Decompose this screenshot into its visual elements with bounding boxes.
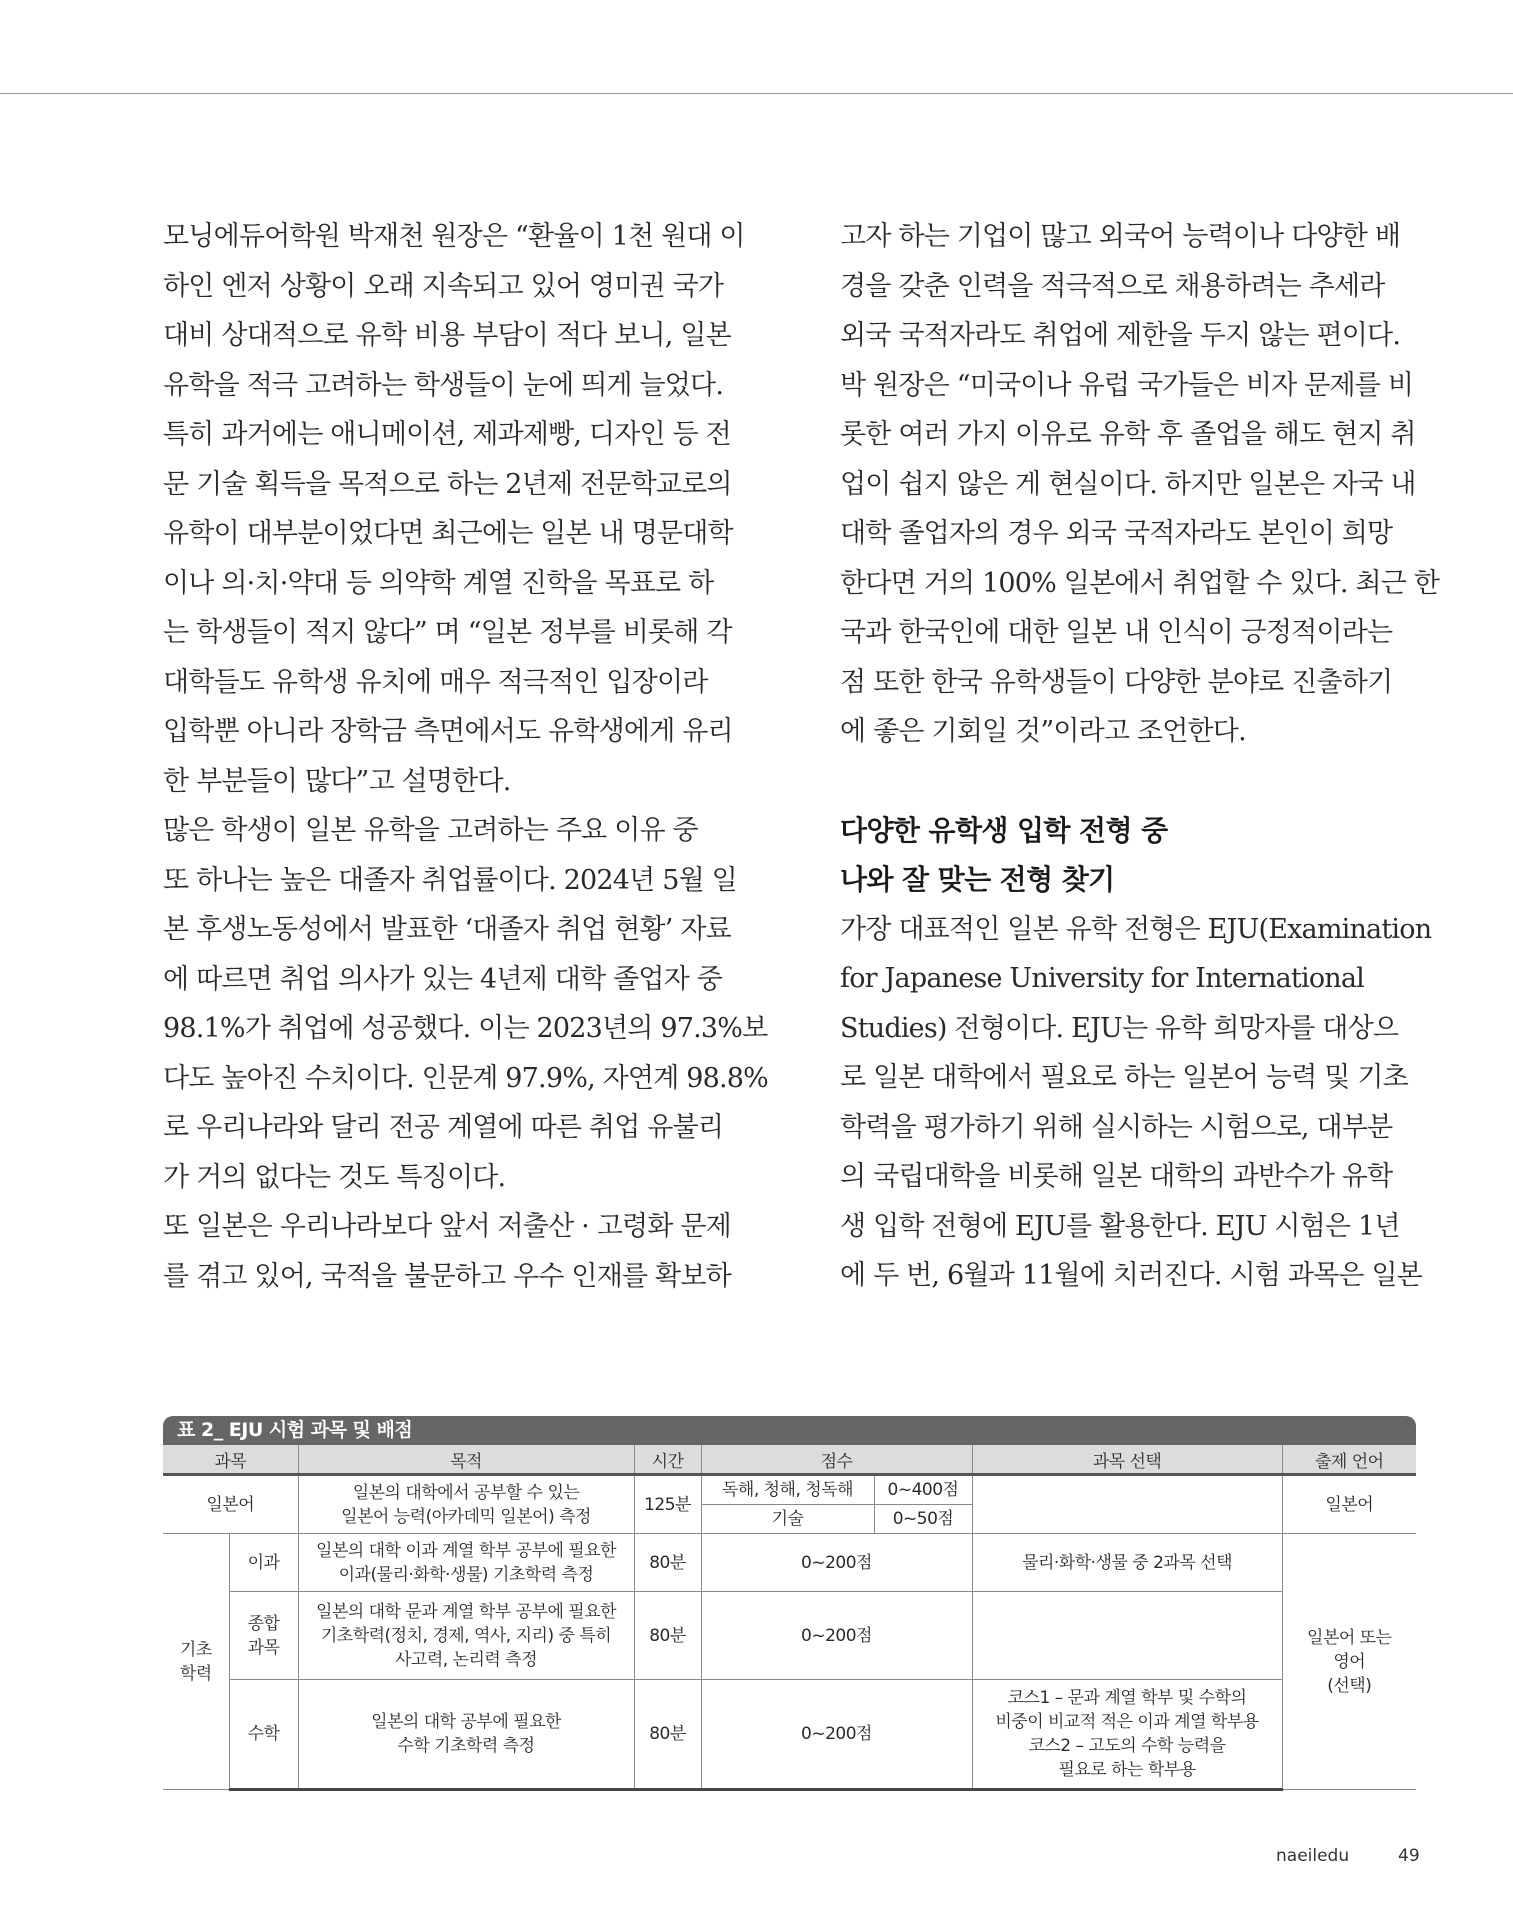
right-paragraph-2 xyxy=(840,905,1432,1301)
text-line: 국과 한국인에 대한 일본 내 인식이 긍정적이라는 xyxy=(840,617,1393,648)
text-line: Studies) 전형이다. EJU는 유학 희망자를 대상으 xyxy=(840,1012,1399,1044)
science-purpose-cell: 일본의 대학 이과 계열 학부 공부에 필요한 이과(물리·화학·생물) 기초학력 측정 xyxy=(298,1534,634,1592)
japanese-subject-cell: 일본어 xyxy=(163,1475,298,1534)
top-rule xyxy=(0,93,1513,94)
header-purpose: 목적 xyxy=(298,1445,634,1475)
basic-language-cell: 일본어 또는 영어 (선택) xyxy=(1282,1534,1416,1790)
text-line: 98.1%가 취업에 성공했다. 이는 2023년의 97.3%보 xyxy=(163,1013,768,1044)
math-time-cell: 80분 xyxy=(634,1680,701,1790)
article-left-column xyxy=(163,212,769,1301)
eju-subjects-table xyxy=(163,1445,1416,1791)
right-paragraph-1 xyxy=(840,212,1440,757)
header-selection: 과목 선택 xyxy=(972,1445,1282,1475)
text-line: 로 우리나라와 달리 전공 계열에 따른 취업 유불리 xyxy=(163,1112,724,1143)
general-subject-cell: 종합 과목 xyxy=(229,1592,298,1680)
text-line: 대학들도 유학생 유치에 매우 적극적인 입장이라 xyxy=(163,666,708,698)
text-line: 또 하나는 높은 대졸자 취업률이다. 2024년 5월 일 xyxy=(163,864,737,896)
japanese-score-a-label: 독해, 청해, 청독해 xyxy=(701,1475,874,1505)
text-line: 유학이 대부분이었다면 최근에는 일본 내 명문대학 xyxy=(163,518,733,549)
japanese-time-cell: 125분 xyxy=(634,1475,701,1534)
text-line: 에 좋은 기회일 것”이라고 조언한다. xyxy=(840,716,1246,747)
text-line: 점 또한 한국 유학생들이 다양한 분야로 진출하기 xyxy=(840,666,1393,698)
text-line: 는 학생들이 적지 않다” 며 “일본 정부를 비롯해 각 xyxy=(163,617,732,648)
text-line: 에 따르면 취업 의사가 있는 4년제 대학 졸업자 중 xyxy=(163,963,722,995)
text-line: 이나 의·치·약대 등 의약학 계열 진학을 목표로 하 xyxy=(163,567,714,599)
math-selection-cell: 코스1 – 문과 계열 학부 및 수학의 비중이 비교적 적은 이과 계열 학부용 코스2 – 고도의 수학 능력을 필요로 하는 학부용 xyxy=(972,1680,1282,1790)
math-score-cell: 0~200점 xyxy=(701,1680,972,1790)
article-right-column xyxy=(840,212,1440,1301)
text-line: 유학을 적극 고려하는 학생들이 눈에 띄게 늘었다. xyxy=(163,369,724,401)
japanese-purpose-cell: 일본의 대학에서 공부할 수 있는 일본어 능력(아카데믹 일본어) 측정 xyxy=(298,1475,634,1534)
text-line: 하인 엔저 상황이 오래 지속되고 있어 영미권 국가 xyxy=(163,270,724,302)
table-row xyxy=(163,1592,1416,1680)
text-line: 한다면 거의 100% 일본에서 취업할 수 있다. 최근 한 xyxy=(840,567,1440,599)
text-line: for Japanese University for International xyxy=(840,963,1364,994)
text-line: 의 국립대학을 비롯해 일본 대학의 과반수가 유학 xyxy=(840,1161,1393,1192)
text-line: 로 일본 대학에서 필요로 하는 일본어 능력 및 기초 xyxy=(840,1062,1408,1093)
general-score-cell: 0~200점 xyxy=(701,1592,972,1680)
science-subject-cell: 이과 xyxy=(229,1534,298,1592)
science-time-cell: 80분 xyxy=(634,1534,701,1592)
text-line: 박 원장은 “미국이나 유럽 국가들은 비자 문제를 비 xyxy=(840,369,1414,401)
header-language: 출제 언어 xyxy=(1282,1445,1416,1475)
japanese-score-b-value: 0~50점 xyxy=(874,1505,972,1534)
page-number: 49 xyxy=(1398,1846,1420,1866)
section-heading-line-2: 나와 잘 맞는 전형 찾기 xyxy=(840,863,1115,896)
header-score: 점수 xyxy=(701,1445,972,1475)
text-line: 에 두 번, 6월과 11월에 치러진다. 시험 과목은 일본 xyxy=(840,1260,1423,1291)
text-line: 많은 학생이 일본 유학을 고려하는 주요 이유 중 xyxy=(163,815,698,846)
eju-table-block xyxy=(163,1416,1416,1791)
text-line: 고자 하는 기업이 많고 외국어 능력이나 다양한 배 xyxy=(840,221,1401,252)
text-line: 대비 상대적으로 유학 비용 부담이 적다 보니, 일본 xyxy=(163,320,731,351)
general-selection-cell xyxy=(972,1592,1282,1680)
japanese-language-cell: 일본어 xyxy=(1282,1475,1416,1534)
text-line: 롯한 여러 가지 이유로 유학 후 졸업을 해도 현지 취 xyxy=(840,419,1416,450)
science-score-cell: 0~200점 xyxy=(701,1534,972,1592)
science-selection-cell: 물리·화학·생물 중 2과목 선택 xyxy=(972,1534,1282,1592)
text-line: 외국 국적자라도 취업에 제한을 두지 않는 편이다. xyxy=(840,320,1401,351)
text-line: 학력을 평가하기 위해 실시하는 시험으로, 대부분 xyxy=(840,1111,1393,1143)
text-line: 경을 갖춘 인력을 적극적으로 채용하려는 추세라 xyxy=(840,270,1385,302)
text-line: 다도 높아진 수치이다. 인문계 97.9%, 자연계 98.8% xyxy=(163,1062,769,1094)
table-title: 표 2_ EJU 시험 과목 및 배점 xyxy=(163,1416,1416,1445)
text-line: 본 후생노동성에서 발표한 ‘대졸자 취업 현황’ 자료 xyxy=(163,914,731,945)
text-line: 문 기술 획득을 목적으로 하는 2년제 전문학교로의 xyxy=(163,468,732,500)
footer-publication: naeiledu xyxy=(1276,1846,1350,1866)
header-subject: 과목 xyxy=(163,1445,298,1475)
text-line: 또 일본은 우리나라보다 앞서 저출산 · 고령화 문제 xyxy=(163,1211,731,1242)
text-line: 업이 쉽지 않은 게 현실이다. 하지만 일본은 자국 내 xyxy=(840,468,1416,500)
text-line: 특히 과거에는 애니메이션, 제과제빵, 디자인 등 전 xyxy=(163,419,731,450)
basic-group-cell: 기초 학력 xyxy=(163,1534,229,1790)
text-line: 생 입학 전형에 EJU를 활용한다. EJU 시험은 1년 xyxy=(840,1210,1400,1242)
general-time-cell: 80분 xyxy=(634,1592,701,1680)
text-line: 를 겪고 있어, 국적을 불문하고 우수 인재를 확보하 xyxy=(163,1260,731,1292)
japanese-selection-cell xyxy=(972,1475,1282,1534)
table-row xyxy=(163,1475,1416,1505)
math-purpose-cell: 일본의 대학 공부에 필요한 수학 기초학력 측정 xyxy=(298,1680,634,1790)
table-row xyxy=(163,1680,1416,1790)
japanese-score-b-label: 기술 xyxy=(701,1505,874,1534)
general-purpose-cell: 일본의 대학 문과 계열 학부 공부에 필요한 기초학력(정치, 경제, 역사, 지리) 중 특히 사고력, 논리력 측정 xyxy=(298,1592,634,1680)
text-line: 모닝에듀어학원 박재천 원장은 “환율이 1천 원대 이 xyxy=(163,221,745,252)
japanese-score-a-value: 0~400점 xyxy=(874,1475,972,1505)
text-line: 가장 대표적인 일본 유학 전형은 EJU(Examination xyxy=(840,913,1432,945)
math-subject-cell: 수학 xyxy=(229,1680,298,1790)
text-line: 가 거의 없다는 것도 특징이다. xyxy=(163,1161,506,1193)
table-row xyxy=(163,1534,1416,1592)
section-heading-line-1: 다양한 유학생 입학 전형 중 xyxy=(840,813,1168,847)
header-time: 시간 xyxy=(634,1445,701,1475)
text-line: 한 부분들이 많다”고 설명한다. xyxy=(163,765,511,797)
text-line: 입학뿐 아니라 장학금 측면에서도 유학생에게 유리 xyxy=(163,716,733,747)
text-line: 대학 졸업자의 경우 외국 국적자라도 본인이 희망 xyxy=(840,518,1393,549)
table-header-row xyxy=(163,1445,1416,1475)
